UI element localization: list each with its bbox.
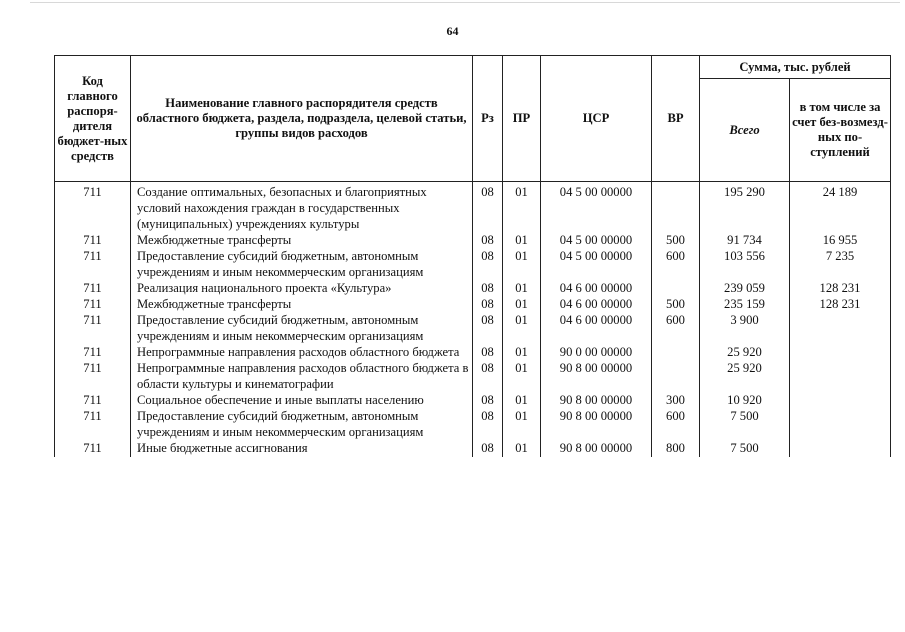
cell-rz: 08 [473,392,503,408]
cell-all: 239 059 [700,280,790,296]
cell-name: Социальное обеспечение и иные выплаты населению [131,392,473,408]
cell-csr: 90 8 00 00000 [541,360,652,392]
cell-name: Реализация национального проекта «Культура» [131,280,473,296]
cell-free [790,312,891,344]
table-row [55,344,891,360]
cell-pr: 01 [503,280,541,296]
cell-rz: 08 [473,312,503,344]
cell-rz: 08 [473,408,503,440]
cell-vr [652,344,700,360]
cell-kod: 711 [55,312,131,344]
cell-vr [652,182,700,233]
cell-name: Непрограммные направления расходов областного бюджета в области культуры и кинематографии [131,360,473,392]
cell-free: 24 189 [790,182,891,233]
cell-vr [652,360,700,392]
cell-kod: 711 [55,296,131,312]
cell-all: 25 920 [700,344,790,360]
table-row [55,392,891,408]
cell-kod: 711 [55,280,131,296]
table-row [55,232,891,248]
cell-rz: 08 [473,344,503,360]
cell-pr: 01 [503,440,541,457]
header-free: в том числе за счет без-возмезд-ных по-ступлений [790,79,891,182]
cell-all: 91 734 [700,232,790,248]
cell-vr: 500 [652,296,700,312]
cell-all: 25 920 [700,360,790,392]
budget-table [54,55,891,457]
cell-free: 16 955 [790,232,891,248]
header-vsego: Всего [700,79,790,182]
cell-free [790,440,891,457]
header-csr: ЦСР [541,56,652,182]
cell-rz: 08 [473,296,503,312]
table-row [55,440,891,457]
header-kod: Код главного распоря-дителя бюджет-ных средств [55,56,131,182]
cell-all: 195 290 [700,182,790,233]
cell-name: Предоставление субсидий бюджетным, автономным учреждениям и иным некоммерческим организациям [131,408,473,440]
cell-name: Непрограммные направления расходов областного бюджета [131,344,473,360]
cell-rz: 08 [473,182,503,233]
cell-vr: 600 [652,248,700,280]
cell-rz: 08 [473,248,503,280]
cell-pr: 01 [503,232,541,248]
cell-kod: 711 [55,232,131,248]
cell-kod: 711 [55,182,131,233]
cell-csr: 90 0 00 00000 [541,344,652,360]
cell-kod: 711 [55,440,131,457]
cell-pr: 01 [503,296,541,312]
cell-vr [652,280,700,296]
table-row [55,248,891,280]
cell-csr: 90 8 00 00000 [541,440,652,457]
cell-csr: 90 8 00 00000 [541,392,652,408]
cell-all: 235 159 [700,296,790,312]
cell-kod: 711 [55,392,131,408]
cell-free [790,392,891,408]
cell-vr: 600 [652,312,700,344]
cell-free: 128 231 [790,296,891,312]
cell-pr: 01 [503,408,541,440]
table-row [55,296,891,312]
cell-all: 3 900 [700,312,790,344]
table-row [55,280,891,296]
cell-pr: 01 [503,392,541,408]
cell-csr: 90 8 00 00000 [541,408,652,440]
cell-rz: 08 [473,440,503,457]
header-vr: ВР [652,56,700,182]
cell-csr: 04 5 00 00000 [541,248,652,280]
cell-csr: 04 5 00 00000 [541,182,652,233]
table-row [55,182,891,233]
table-body [55,182,891,457]
cell-kod: 711 [55,344,131,360]
cell-pr: 01 [503,182,541,233]
cell-all: 10 920 [700,392,790,408]
table-row [55,312,891,344]
cell-free [790,360,891,392]
cell-vr: 800 [652,440,700,457]
cell-name: Иные бюджетные ассигнования [131,440,473,457]
cell-name: Межбюджетные трансферты [131,232,473,248]
cell-name: Предоставление субсидий бюджетным, автономным учреждениям и иным некоммерческим организациям [131,312,473,344]
cell-rz: 08 [473,280,503,296]
cell-kod: 711 [55,360,131,392]
cell-csr: 04 6 00 00000 [541,312,652,344]
cell-kod: 711 [55,248,131,280]
header-rz: Рз [473,56,503,182]
table-header [55,56,891,182]
cell-pr: 01 [503,312,541,344]
header-sum: Сумма, тыс. рублей [700,56,891,79]
cell-name: Предоставление субсидий бюджетным, автономным учреждениям и иным некоммерческим организациям [131,248,473,280]
table-row [55,408,891,440]
header-name: Наименование главного распорядителя средств областного бюджета, раздела, подраздела, целевой статьи, группы видов расходов [131,56,473,182]
cell-all: 103 556 [700,248,790,280]
cell-rz: 08 [473,232,503,248]
cell-all: 7 500 [700,440,790,457]
cell-free [790,408,891,440]
cell-vr: 500 [652,232,700,248]
header-pr: ПР [503,56,541,182]
cell-csr: 04 5 00 00000 [541,232,652,248]
cell-pr: 01 [503,344,541,360]
table-row [55,360,891,392]
cell-name: Межбюджетные трансферты [131,296,473,312]
cell-pr: 01 [503,248,541,280]
top-scan-rule [30,2,900,3]
cell-csr: 04 6 00 00000 [541,280,652,296]
cell-vr: 600 [652,408,700,440]
cell-free [790,344,891,360]
cell-all: 7 500 [700,408,790,440]
cell-pr: 01 [503,360,541,392]
cell-rz: 08 [473,360,503,392]
cell-kod: 711 [55,408,131,440]
cell-vr: 300 [652,392,700,408]
cell-free: 128 231 [790,280,891,296]
cell-csr: 04 6 00 00000 [541,296,652,312]
cell-free: 7 235 [790,248,891,280]
page-number: 64 [446,24,459,38]
cell-name: Создание оптимальных, безопасных и благоприятных условий нахождения граждан в государственных (муниципальных) учреждениях культуры [131,182,473,233]
